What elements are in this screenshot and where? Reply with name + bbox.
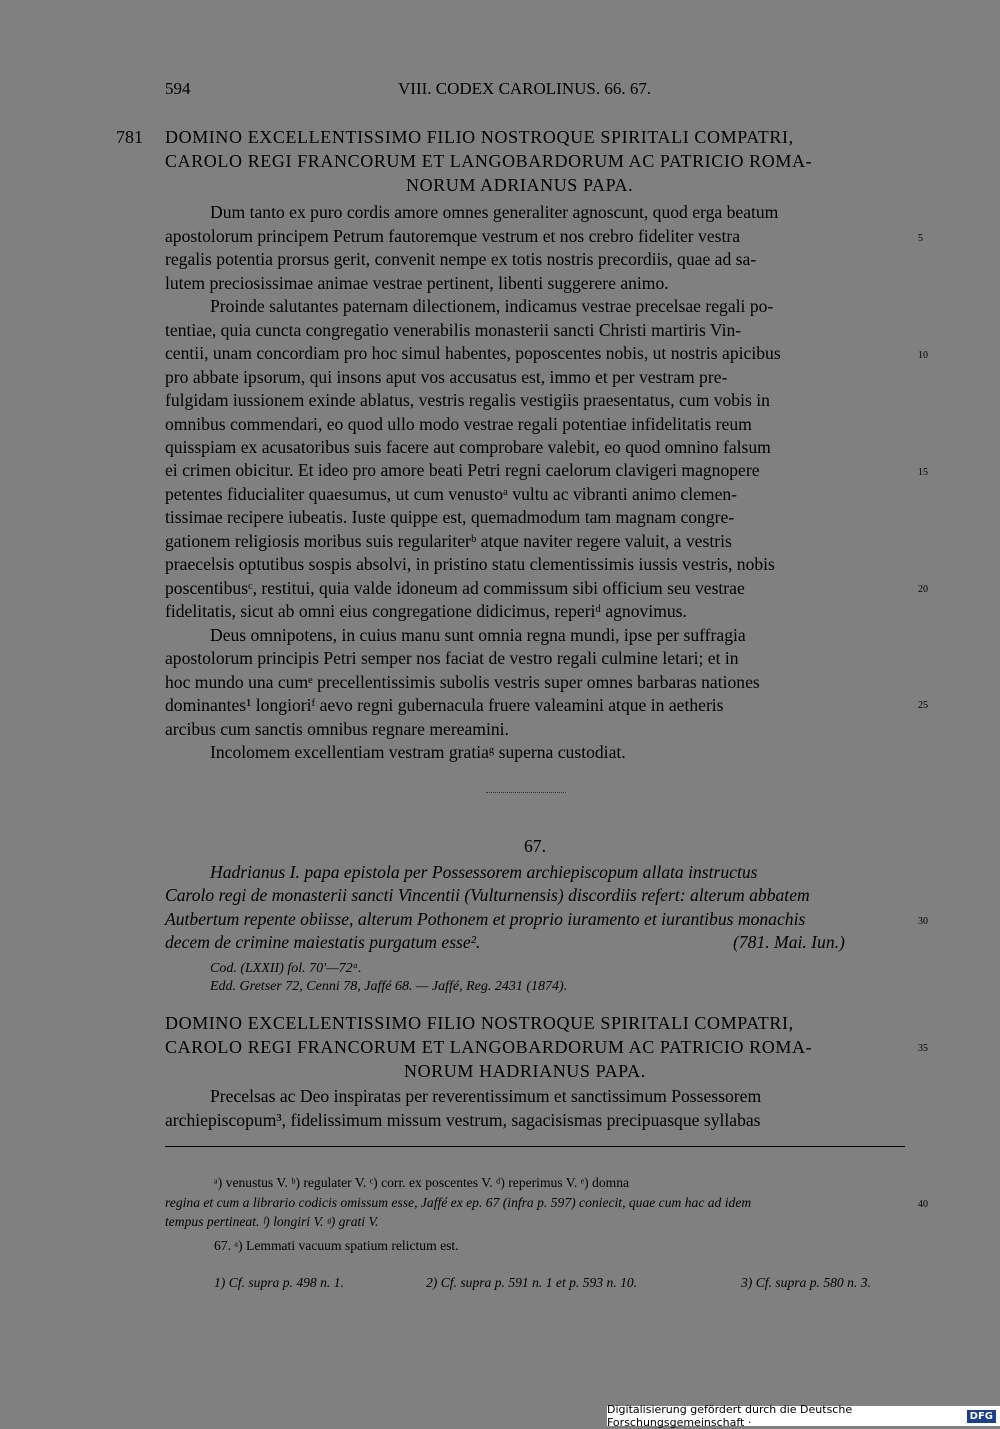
body-line: Dum tanto ex puro cordis amore omnes generaliter agnoscunt, quod erga beatum (210, 202, 779, 222)
line-number: 20 (918, 584, 928, 595)
body-line: arcibus cum sanctis omnibus regnare mereamini. (165, 719, 509, 739)
address-line: DOMINO EXCELLENTISSIMO FILIO NOSTROQUE SPIRITALI COMPATRI, (165, 127, 794, 147)
body-line: apostolorum principem Petrum fautoremque vestrum et nos crebro fideliter vestra (165, 226, 741, 246)
address-line: NORUM ADRIANUS PAPA. (406, 175, 634, 195)
section-divider (486, 792, 566, 793)
apparatus-line: tempus pertineat. ᶠ) longiri V. ᵍ) grati V. (165, 1214, 379, 1229)
body-line: Deus omnipotens, in cuius manu sunt omnia regna mundi, ipse per suffragia (210, 625, 746, 645)
body-line: ei crimen obicitur. Et ideo pro amore beati Petri regni caelorum clavigeri magnopere (165, 460, 760, 480)
body-line: Proinde salutantes paternam dilectionem, indicamus vestrae precelsae regali po- (210, 296, 774, 316)
body-line: omnibus commendari, eo quod ullo modo vestrae regali potentiae infidelitatis reum (165, 414, 752, 434)
address-line: CAROLO REGI FRANCORUM ET LANGOBARDORUM AC PATRICIO ROMA- (165, 1037, 813, 1057)
footnote-rule (165, 1146, 905, 1147)
body-line: pro abbate ipsorum, qui insons aput vos accusatus est, immo et per vestram pre- (165, 367, 728, 387)
line-number: 10 (918, 350, 928, 361)
summary-line: Carolo regi de monasterii sancti Vincentii (Vulturnensis) discordiis refert: alterum abbatem (165, 885, 810, 905)
body-line: gationem religiosis moribus suis regulariterᵇ atque naviter regere valuit, a vestris (165, 531, 732, 551)
body-line: centii, unam concordiam pro hoc simul habentes, poposcentes nobis, ut nostris apicibus (165, 343, 781, 363)
editions-reference: Edd. Gretser 72, Cenni 78, Jaffé 68. — Jaffé, Reg. 2431 (1874). (210, 979, 568, 994)
body-line: Incolomem excellentiam vestram gratiaᵍ superna custodiat. (210, 742, 626, 762)
digitization-credit: Digitalisierung gefördert durch die Deutsche Forschungsgemeinschaft · (607, 1403, 853, 1429)
letter-number: 67. (524, 836, 546, 856)
dfg-logo: DFG (967, 1410, 996, 1423)
apparatus-line: ᵃ) venustus V. ᵇ) regulater V. ᶜ) corr. ex poscentes V. ᵈ) reperimus V. ᵉ) domna (214, 1175, 630, 1190)
line-number: 15 (918, 467, 928, 478)
body-line: quisspiam ex acusatoribus suis facere aut comprobare valebit, eo quod omnino falsum (165, 437, 771, 457)
body-line: tissimae recipere iubeatis. Iuste quippe est, quemadmodum tam magnam congre- (165, 507, 735, 527)
line-number: 30 (918, 916, 928, 927)
body-line: apostolorum principis Petri semper nos faciat de vestro regali culmine letari; et in (165, 648, 739, 668)
line-number: 35 (918, 1043, 928, 1054)
body-line: praecelsis optutibus sospis absolvi, in pristino statu clementissimis iussis vestris, nobis (165, 554, 775, 574)
note: 3) Cf. supra p. 580 n. 3. (741, 1275, 871, 1290)
summary-line: Hadrianus I. papa epistola per Possessorem archiepiscopum allata instructus (210, 862, 758, 882)
address-line: DOMINO EXCELLENTISSIMO FILIO NOSTROQUE SPIRITALI COMPATRI, (165, 1013, 794, 1033)
body-line: dominantes¹ longioriᶠ aevo regni gubernacula fruere valeamini atque in aetheris (165, 695, 724, 715)
body-line: fulgidam iussionem exinde ablatus, vestris regalis vestigiis praesentatus, cum vobis in (165, 390, 770, 410)
letter-date: (781. Mai. Iun.) (733, 932, 845, 952)
apparatus-line: regina et cum a librario codicis omissum esse, Jaffé ex ep. 67 (infra p. 597) coniecit, quae cum hac ad idem (165, 1195, 752, 1210)
note: 1) Cf. supra p. 498 n. 1. (214, 1275, 344, 1290)
line-number: 5 (918, 233, 923, 244)
body-line: archiepiscopum³, fidelissimum missum vestrum, sagacisismas precipuasque syllabas (165, 1110, 761, 1130)
page-number: 594 (165, 79, 191, 98)
apparatus-line: 67. ᵃ) Lemmati vacuum spatium relictum est. (214, 1238, 459, 1253)
body-line: hoc mundo una cumᵉ precellentissimis subolis vestris super omnes barbaras nationes (165, 672, 760, 692)
summary-line: Autbertum repente obiisse, alterum Pothonem et proprio iuramento et iurantibus monachis (165, 909, 806, 929)
digitization-credit-bar (607, 1403, 1000, 1429)
line-number: 40 (918, 1199, 928, 1210)
note: 2) Cf. supra p. 591 n. 1 et p. 593 n. 10. (426, 1275, 638, 1290)
running-title: VIII. CODEX CAROLINUS. 66. 67. (398, 79, 652, 98)
body-line: tentiae, quia cuncta congregatio venerabilis monasterii sancti Christi martiris Vin- (165, 320, 742, 340)
body-line: lutem preciosissimae animae vestrae pertinent, libenti suggerere animo. (165, 273, 669, 293)
address-line: NORUM HADRIANUS PAPA. (404, 1061, 646, 1081)
address-line: CAROLO REGI FRANCORUM ET LANGOBARDORUM AC PATRICIO ROMA- (165, 151, 813, 171)
body-line: regalis potentia prorsus gerit, convenit nempe ex totis nostris precordiis, quae ad sa- (165, 249, 757, 269)
codex-reference: Cod. (LXXII) fol. 70'—72ᵃ. (210, 961, 362, 976)
summary-line: decem de crimine maiestatis purgatum esse². (165, 932, 481, 952)
line-number: 25 (918, 700, 928, 711)
body-line: petentes fiducialiter quaesumus, ut cum venustoᵃ vultu ac vibranti animo clemen- (165, 484, 738, 504)
body-line: fidelitatis, sicut ab omni eius congregatione didicimus, reperiᵈ agnovimus. (165, 601, 687, 621)
body-line: poscentibusᶜ, restitui, quia valde idoneum ad commissum sibi officium seu vestrae (165, 578, 745, 598)
body-line: Precelsas ac Deo inspiratas per reverentissimum et sanctissimum Possessorem (210, 1086, 762, 1106)
year-margin: 781 (116, 127, 143, 147)
